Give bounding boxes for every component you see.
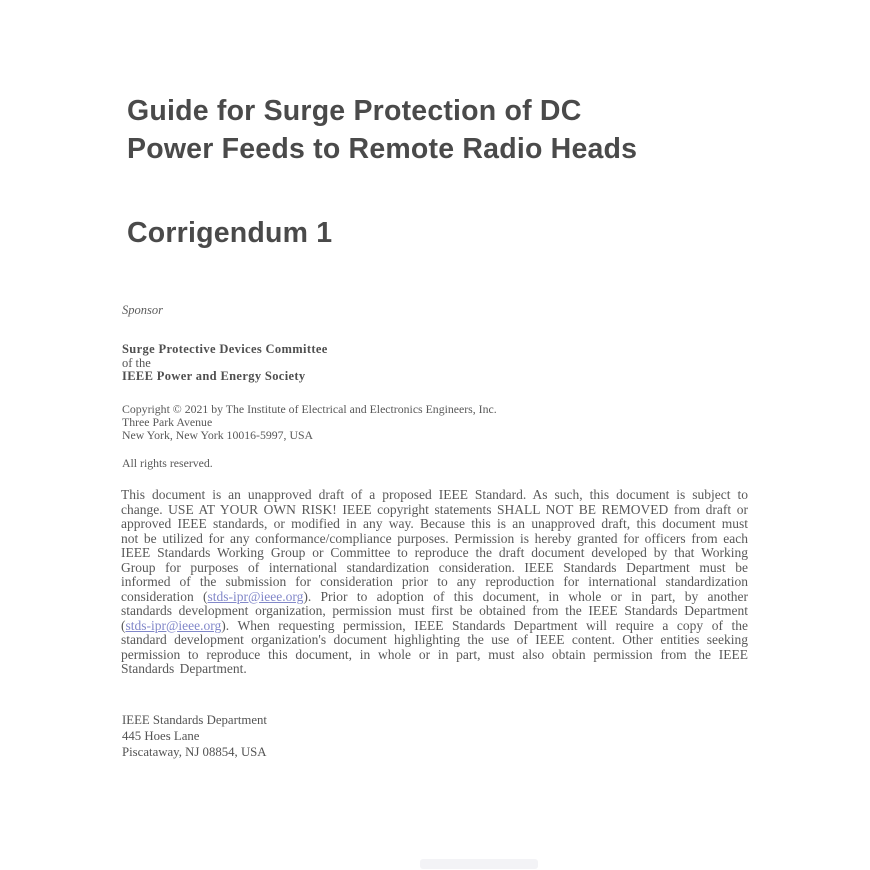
email-link-2[interactable]: stds-ipr@ieee.org (125, 617, 222, 633)
document-title (127, 92, 767, 168)
copyright-address-line2: New York, New York 10016-5997, USA (122, 428, 314, 442)
department-city: Piscataway, NJ 08854, USA (122, 745, 267, 759)
department-name: IEEE Standards Department (122, 713, 267, 727)
department-street: 445 Hoes Lane (122, 729, 200, 743)
document-title-line1: Guide for Surge Protection of DC (127, 95, 582, 127)
sponsor-label: Sponsor (122, 303, 163, 317)
draft-notice-text-1: This document is an unapproved draft of a proposed IEEE Standard. As such, this document is subject to change. USE AT YOUR OWN RISK! IEEE copyright statements SHALL NOT BE REMOVED from draft or approved IEEE standards, or modified in any way. Because this is an unapproved draft, this document must not be utilized for any conformance/compliance purposes. Permission is hereby granted for officers from each IEEE Standards Working Group or Committee to reproduce the draft document developed by that Working Group for purposes of international standardization consideration. IEEE Standards Department must be informed of the submission for consideration prior to any reproduction for international standardization consideration ( (121, 487, 748, 604)
draft-notice-paragraph (121, 488, 748, 677)
sponsor-committee: Surge Protective Devices Committee (122, 342, 328, 356)
sponsor-of-the: of the (122, 355, 151, 370)
cutoff-footer-artifact (420, 859, 538, 869)
draft-notice-text-2: ). Prior to adoption of this document, in whole or in part, by another standards development organization, permission must first be obtained from the IEEE Standards Department ( (121, 588, 748, 633)
all-rights-reserved: All rights reserved. (122, 456, 213, 470)
document-subtitle: Corrigendum 1 (127, 217, 333, 249)
email-link-1[interactable]: stds-ipr@ieee.org (207, 588, 304, 604)
document-title-line2: Power Feeds to Remote Radio Heads (127, 133, 638, 165)
sponsor-society: IEEE Power and Energy Society (122, 369, 306, 383)
standards-department-block (122, 712, 267, 760)
sponsor-block (122, 343, 328, 384)
draft-notice-text-3: ). When requesting permission, IEEE Standards Department will require a copy of the standard development organization's document highlighting the use of IEEE content. Other entities seeking permission to reproduce this document, in whole or in part, must also obtain permission from the IEEE Standards Department. (121, 617, 748, 676)
copyright-block (122, 403, 497, 442)
copyright-address-line1: Three Park Avenue (122, 415, 213, 429)
copyright-line: Copyright © 2021 by The Institute of Electrical and Electronics Engineers, Inc. (122, 402, 497, 416)
